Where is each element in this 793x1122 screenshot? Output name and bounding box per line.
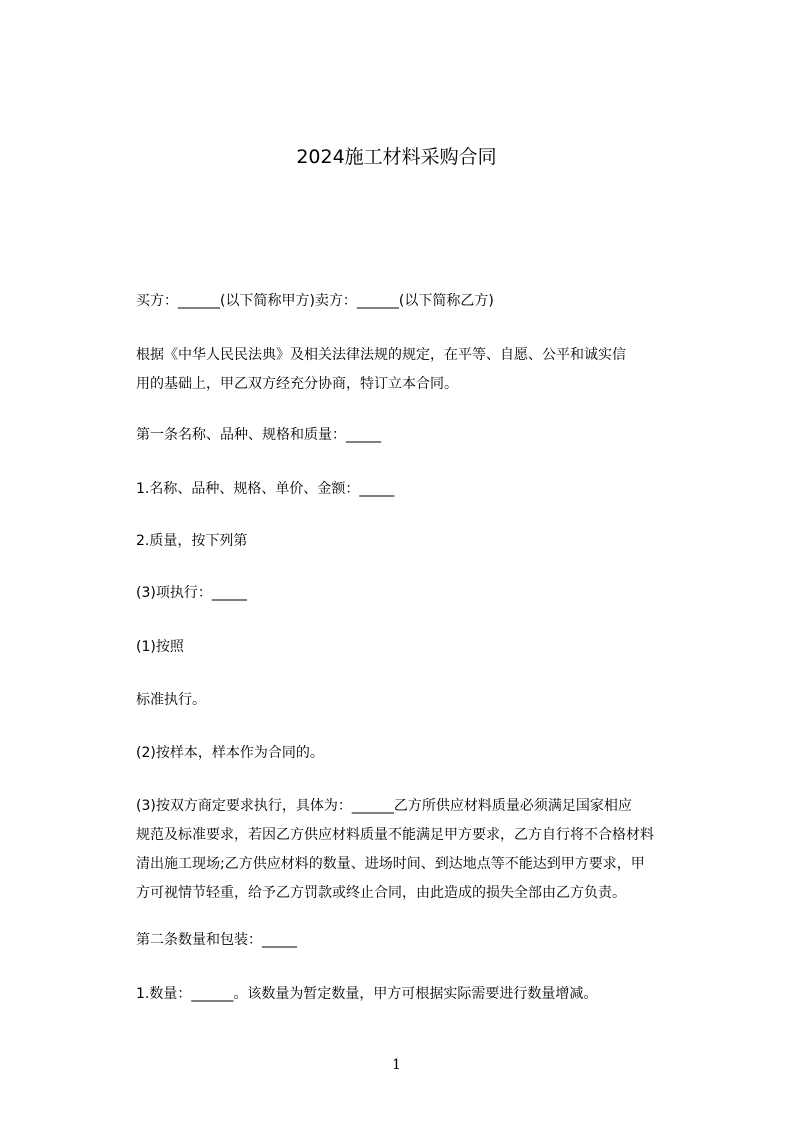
option-3-line-4: 方可视情节轻重，给予乙方罚款或终止合同，由此造成的损失全部由乙方负责。 [136,885,626,901]
option-3-paragraph [136,792,726,908]
intro-line-1: 根据《中华人民民法典》及相关法律法规的规定，在平等、自愿、公平和诚实信 [136,347,626,363]
article-2-heading: 第二条数量和包装：_____ [136,932,297,948]
option-3-line-1: (3)按双方商定要求执行，具体为：______乙方所供应材料质量必须满足国家相应 [136,798,632,814]
option-3-line-3: 清出施工现场;乙方供应材料的数量、进场时间、到达地点等不能达到甲方要求，甲 [136,856,645,872]
option-1-continued: 标准执行。 [136,692,206,708]
article-1-heading: 第一条名称、品种、规格和质量：_____ [136,427,381,443]
option-3-line-2: 规范及标准要求，若因乙方供应材料质量不能满足甲方要求，乙方自行将不合格材料 [136,827,654,843]
page-number: 1 [392,1057,401,1073]
option-2: (2)按样本，样本作为合同的。 [136,745,324,761]
item-2: 2.质量，按下列第 [136,533,248,549]
item-3: (3)项执行：_____ [136,585,247,601]
parties-line: 买方：______(以下简称甲方)卖方：______(以下简称乙方) [136,293,494,309]
option-1: (1)按照 [136,639,184,655]
quantity-clause: 1.数量：______。该数量为暂定数量，甲方可根据实际需要进行数量增减。 [136,986,598,1002]
intro-line-2: 用的基础上，甲乙双方经充分协商，特订立本合同。 [136,376,458,392]
intro-paragraph [136,341,726,399]
item-1: 1.名称、品种、规格、单价、金额：_____ [136,481,395,497]
document-title: 2024施工材料采购合同 [296,146,497,168]
